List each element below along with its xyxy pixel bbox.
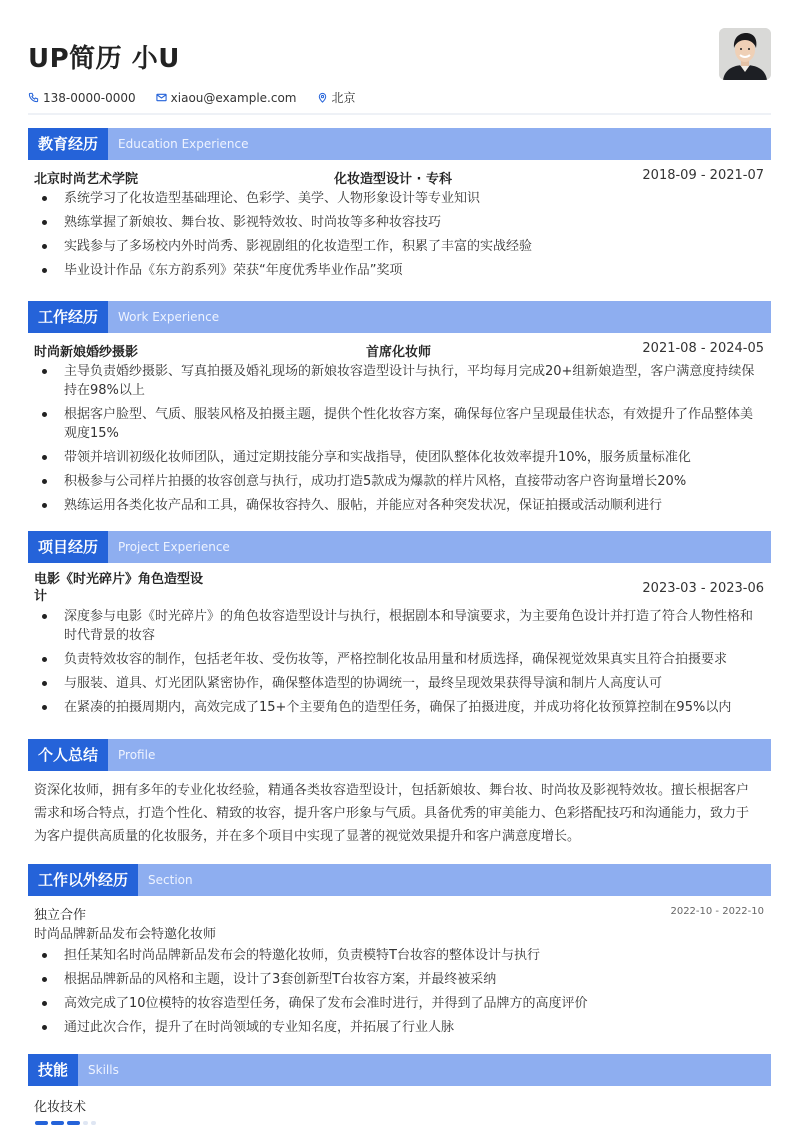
section-side-experience	[28, 864, 771, 1042]
section-title-cn: 个人总结	[28, 739, 108, 771]
section-education	[28, 128, 771, 285]
section-header	[28, 531, 771, 563]
section-header	[28, 301, 771, 333]
location-pin-icon	[317, 92, 328, 103]
skill-level-indicator	[28, 1121, 771, 1125]
list-item: 毕业设计作品《东方韵系列》荣获“年度优秀毕业作品”奖项	[34, 261, 771, 280]
job-title: 首席化妆师	[366, 345, 432, 360]
profile-summary: 资深化妆师，拥有多年的专业化妆经验，精通各类妆容造型设计，包括新娘妆、舞台妆、时尚妆及影视特效妆。擅长根据客户需求和场合特点，打造个性化、精致的妆容，提升客户形象与气质。具备优秀的审美能力、色彩搭配技巧和沟通能力，致力于为客户提供高质量的化妆服务，并在多个项目中实现了显著的视觉效果提升和客户满意度增长。	[34, 783, 750, 844]
side-bullets	[28, 946, 771, 1037]
section-header	[28, 739, 771, 771]
phone-text: 138-0000-0000	[43, 90, 136, 105]
section-header	[28, 1054, 771, 1086]
phone-icon	[28, 92, 39, 103]
email-text: xiaou@example.com	[170, 90, 297, 105]
contact-email	[156, 91, 297, 105]
section-title-en: Section	[148, 873, 193, 887]
school-name: 北京时尚艺术学院	[34, 172, 139, 187]
list-item: 根据客户脸型、气质、服装风格及拍摄主题，提供个性化妆容方案，确保每位客户呈现最佳状态，有效提升了作品整体美观度15%	[34, 405, 771, 443]
company-name: 时尚新娘婚纱摄影	[34, 345, 139, 360]
resume-header	[28, 0, 771, 114]
avatar	[719, 28, 771, 80]
education-entry-header	[28, 168, 771, 187]
location-text: 北京	[331, 91, 356, 105]
project-bullets	[28, 607, 771, 717]
side-role: 时尚品牌新品发布会特邀化妆师	[34, 927, 217, 942]
list-item: 负责特效妆容的制作，包括老年妆、受伤妆等，严格控制化妆品用量和材质选择，确保视觉效果真实且符合拍摄要求	[34, 650, 771, 669]
list-item: 熟练运用各类化妆产品和工具，确保妆容持久、服帖，并能应对各种突发状况，保证拍摄或活动顺利进行	[34, 496, 771, 515]
list-item: 积极参与公司样片拍摄的妆容创意与执行，成功打造5款成为爆款的样片风格，直接带动客户咨询量增长20%	[34, 472, 771, 491]
section-title-en: Skills	[88, 1063, 119, 1077]
skill-dot-filled	[35, 1121, 48, 1125]
section-title-en: Work Experience	[118, 310, 220, 324]
section-header	[28, 864, 771, 896]
header-divider	[28, 113, 771, 115]
work-entry-header	[28, 341, 771, 360]
skill-dot-empty	[91, 1121, 96, 1125]
section-header	[28, 128, 771, 160]
side-date: 2022-10 - 2022-10	[670, 906, 764, 917]
section-skills	[28, 1054, 771, 1125]
list-item: 在紧凑的拍摄周期内，高效完成了15+个主要角色的造型任务，确保了拍摄进度，并成功将化妆预算控制在95%以内	[34, 698, 771, 717]
section-title-cn: 项目经历	[28, 531, 108, 563]
skill-dot-filled	[67, 1121, 80, 1125]
contact-phone	[28, 91, 136, 105]
skill-dot-empty	[83, 1121, 88, 1125]
list-item: 带领并培训初级化妆师团队，通过定期技能分享和实战指导，使团队整体化妆效率提升10%，服务质量标准化	[34, 448, 771, 467]
education-date: 2018-09 - 2021-07	[642, 168, 764, 183]
section-project	[28, 531, 771, 722]
section-title-cn: 教育经历	[28, 128, 108, 160]
list-item: 熟练掌握了新娘妆、舞台妆、影视特效妆、时尚妆等多种妆容技巧	[34, 213, 771, 232]
education-bullets	[28, 189, 771, 280]
list-item: 主导负责婚纱摄影、写真拍摄及婚礼现场的新娘妆容造型设计与执行，平均每月完成20+组新娘造型，客户满意度持续保持在98%以上	[34, 362, 771, 400]
list-item: 担任某知名时尚品牌新品发布会的特邀化妆师，负责模特T台妆容的整体设计与执行	[34, 946, 771, 965]
list-item: 高效完成了10位模特的妆容造型任务，确保了发布会准时进行，并得到了品牌方的高度评价	[34, 994, 771, 1013]
major: 化妆造型设计 · 专科	[334, 172, 452, 187]
side-org: 独立合作	[34, 908, 87, 923]
section-title-en: Project Experience	[118, 540, 230, 554]
section-work	[28, 301, 771, 520]
mail-icon	[156, 92, 167, 103]
project-name: 电影《时光碎片》角色造型设计	[34, 572, 204, 604]
section-title-en: Profile	[118, 748, 156, 762]
contact-bar	[28, 89, 356, 106]
section-title-cn: 工作以外经历	[28, 864, 138, 896]
list-item: 与服装、道具、灯光团队紧密协作，确保整体造型的协调统一，最终呈现效果获得导演和制片人高度认可	[34, 674, 771, 693]
section-title-en: Education Experience	[118, 137, 249, 151]
skill-dot-filled	[51, 1121, 64, 1125]
section-title-cn: 工作经历	[28, 301, 108, 333]
list-item: 实践参与了多场校内外时尚秀、影视剧组的化妆造型工作，积累了丰富的实战经验	[34, 237, 771, 256]
list-item: 根据品牌新品的风格和主题，设计了3套创新型T台妆容方案，并最终被采纳	[34, 970, 771, 989]
work-date: 2021-08 - 2024-05	[642, 341, 764, 356]
project-entry-header	[28, 571, 771, 605]
list-item: 深度参与电影《时光碎片》的角色妆容造型设计与执行，根据剧本和导演要求，为主要角色设计并打造了符合人物性格和时代背景的妆容	[34, 607, 771, 645]
candidate-name: UP简历 小U	[28, 44, 180, 74]
resume-page	[28, 0, 771, 1115]
list-item: 通过此次合作，提升了在时尚领域的专业知名度，并拓展了行业人脉	[34, 1018, 771, 1037]
project-date: 2023-03 - 2023-06	[642, 581, 764, 596]
skill-name: 化妆技术	[34, 1100, 87, 1115]
list-item: 系统学习了化妆造型基础理论、色彩学、美学、人物形象设计等专业知识	[34, 189, 771, 208]
section-title-cn: 技能	[28, 1054, 78, 1086]
work-bullets	[28, 362, 771, 515]
contact-location	[317, 89, 356, 106]
section-profile	[28, 739, 771, 848]
